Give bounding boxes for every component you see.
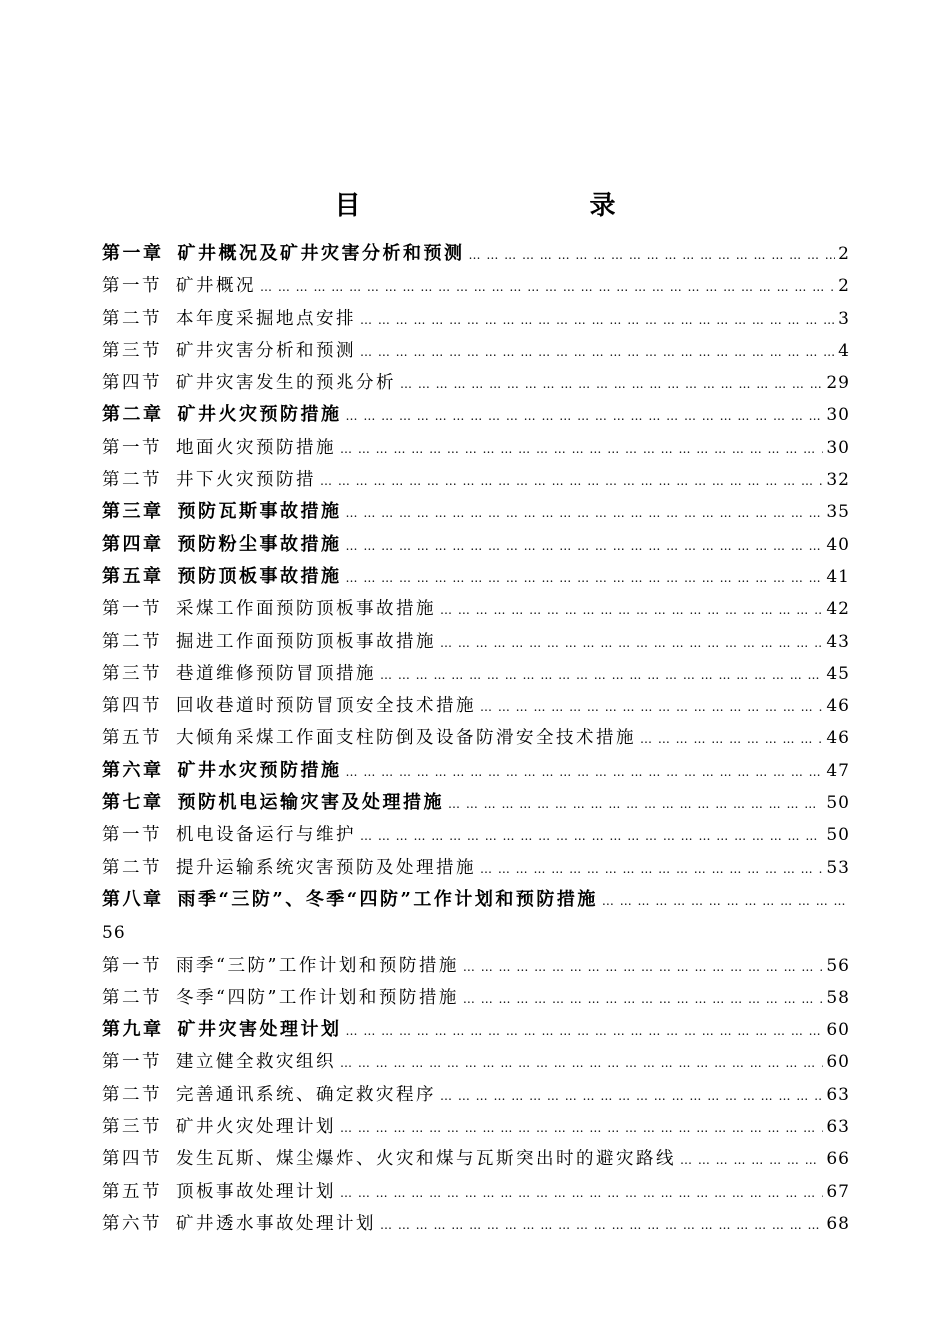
entry-number: 第三节 [102,663,162,684]
entry-page-number: 67 [826,1181,850,1202]
entry-page-number: 4 [838,340,850,361]
dot-leader [480,691,823,723]
entry-page-number: 29 [826,373,850,394]
dot-leader [340,433,823,465]
dot-leader [360,820,823,852]
dot-leader [320,465,823,497]
entry-title: 大倾角采煤工作面支柱防倒及设备防滑安全技术措施 [176,728,636,749]
entry-page-number: 58 [826,987,850,1008]
toc-chapter-entry[interactable] [102,529,850,561]
entry-number: 第六章 [102,759,164,781]
entry-title: 提升运输系统灾害预防及处理措施 [176,857,476,878]
entry-title: 机电设备运行与维护 [176,825,356,846]
entry-title: 地面火灾预防措施 [176,437,336,458]
entry-title: 预防粉尘事故措施 [177,533,342,555]
dot-leader [346,530,824,562]
entry-page-number: 60 [826,1052,850,1073]
entry-page-number: 63 [826,1084,850,1105]
entry-page-number: 32 [826,470,850,491]
entry-number: 第一节 [102,955,162,976]
entry-page-number: 43 [826,631,850,652]
entry-page-number: 50 [826,793,850,814]
toc-section-entry[interactable] [102,270,850,302]
entry-number: 第四章 [102,533,164,555]
entry-number: 第五节 [102,1181,162,1202]
entry-title: 回收巷道时预防冒顶安全技术措施 [176,696,476,717]
dot-leader [346,756,824,788]
entry-title: 预防机电运输灾害及处理措施 [177,792,444,814]
entry-page-number: 66 [826,1149,850,1170]
entry-number: 第六节 [102,1213,162,1234]
entry-page-number: 46 [826,696,850,717]
entry-page-number: 60 [826,1020,850,1041]
dot-leader [463,951,823,983]
dot-leader [400,368,823,400]
entry-number: 第八章 [102,888,164,910]
entry-page-number: 35 [826,502,850,523]
entry-title: 矿井火灾处理计划 [176,1117,336,1138]
entry-number: 第四节 [102,1149,162,1170]
entry-number: 第七章 [102,792,164,814]
toc-chapter-entry[interactable] [102,496,850,528]
entry-title: 预防瓦斯事故措施 [177,501,342,523]
dot-leader [346,1015,824,1047]
dot-leader [440,594,823,626]
dot-leader [360,304,835,336]
entry-page-number: 30 [826,405,850,426]
entry-page-number: 47 [826,760,850,781]
entry-page-number: 41 [826,566,850,587]
toc-section-entry[interactable] [102,593,850,625]
dot-leader [346,400,824,432]
toc-chapter-entry[interactable] [102,561,850,593]
toc-section-entry[interactable] [102,950,850,982]
dot-leader [440,1080,823,1112]
dot-leader [602,885,847,917]
entry-number: 第二节 [102,1084,162,1105]
entry-title: 预防顶板事故措施 [177,565,342,587]
toc-chapter-entry[interactable] [102,1014,850,1046]
entry-title: 矿井概况及矿井灾害分析和预测 [177,243,465,264]
entry-number: 第二节 [102,987,162,1008]
dot-leader [440,627,823,659]
dot-leader [346,562,824,594]
toc-section-entry[interactable] [102,1111,850,1143]
toc-chapter-entry[interactable] [102,399,850,431]
toc-section-entry[interactable] [102,982,850,1014]
toc-section-entry[interactable] [102,303,850,335]
entry-number: 第二章 [102,404,164,426]
dot-leader [340,1047,823,1079]
entry-title: 发生瓦斯、煤尘爆炸、火灾和煤与瓦斯突出时的避灾路线 [176,1149,676,1170]
dot-leader [380,1209,823,1241]
entry-title: 矿井水灾预防措施 [177,759,342,781]
entry-title: 矿井灾害发生的预兆分析 [176,373,396,394]
toc-chapter-entry[interactable] [102,238,850,270]
entry-title: 井下火灾预防措 [176,470,316,491]
toc-chapter-entry[interactable] [102,884,850,950]
dot-leader [680,1144,823,1176]
entry-number: 第二节 [102,308,162,329]
entry-number: 第一节 [102,437,162,458]
entry-page-number: 46 [826,728,850,749]
entry-number: 第二节 [102,631,162,652]
dot-leader [360,336,835,368]
entry-page-number: 3 [838,308,850,329]
entry-page-number: 42 [826,599,850,620]
entry-page-number: 56 [102,923,126,944]
entry-page-number: 56 [826,955,850,976]
entry-number: 第五章 [102,565,164,587]
toc-section-entry[interactable] [102,722,850,754]
entry-page-number: 45 [826,663,850,684]
toc-title: 目 录 [334,191,726,221]
entry-number: 第四节 [102,373,162,394]
entry-page-number: 68 [826,1213,850,1234]
dot-leader [346,497,824,529]
entry-title: 雨季“三防”、冬季“四防”工作计划和预防措施 [177,888,598,910]
toc-section-entry[interactable] [102,1176,850,1208]
toc-section-entry[interactable] [102,1079,850,1111]
entry-number: 第三章 [102,501,164,523]
toc-chapter-entry[interactable] [102,787,850,819]
dot-leader [340,1112,823,1144]
toc-section-entry[interactable] [102,626,850,658]
entry-title: 矿井灾害分析和预测 [176,340,356,361]
entry-number: 第二节 [102,857,162,878]
toc-section-entry[interactable] [102,335,850,367]
entry-title: 顶板事故处理计划 [176,1181,336,1202]
entry-number: 第三节 [102,340,162,361]
dot-leader [463,983,823,1015]
entry-number: 第二节 [102,470,162,491]
entry-title: 巷道维修预防冒顶措施 [176,663,376,684]
entry-title: 雨季“三防”工作计划和预防措施 [176,955,459,976]
dot-leader [480,853,823,885]
entry-number: 第四节 [102,696,162,717]
toc-section-entry[interactable] [102,432,850,464]
entry-page-number: 50 [826,825,850,846]
entry-number: 第一节 [102,599,162,620]
entry-title: 矿井透水事故处理计划 [176,1213,376,1234]
entry-title: 采煤工作面预防顶板事故措施 [176,599,436,620]
dot-leader [380,659,823,691]
entry-title: 建立健全救灾组织 [176,1052,336,1073]
entry-title: 完善通讯系统、确定救灾程序 [176,1084,436,1105]
entry-number: 第三节 [102,1117,162,1138]
dot-leader [340,1177,823,1209]
entry-page-number: 2 [838,276,850,297]
entry-number: 第一章 [102,243,164,264]
entry-title: 本年度采掘地点安排 [176,308,356,329]
entry-page-number: 30 [826,437,850,458]
toc-list [102,238,850,1240]
toc-section-entry[interactable] [102,658,850,690]
toc-section-entry[interactable] [102,367,850,399]
entry-title: 冬季“四防”工作计划和预防措施 [176,987,459,1008]
toc-section-entry[interactable] [102,852,850,884]
toc-section-entry[interactable] [102,690,850,722]
toc-section-entry[interactable] [102,1143,850,1175]
entry-page-number: 40 [826,534,850,555]
toc-chapter-entry[interactable] [102,755,850,787]
entry-page-number: 53 [826,857,850,878]
entry-number: 第一节 [102,825,162,846]
dot-leader [640,723,823,755]
toc-section-entry[interactable] [102,1046,850,1078]
dot-leader [448,788,823,820]
entry-title: 矿井概况 [176,276,256,297]
entry-number: 第九章 [102,1019,164,1041]
dot-leader [469,239,836,271]
toc-section-entry[interactable] [102,819,850,851]
dot-leader [260,271,835,303]
entry-title: 矿井火灾预防措施 [177,404,342,426]
entry-page-number: 2 [838,244,850,264]
entry-number: 第一节 [102,276,162,297]
entry-number: 第五节 [102,728,162,749]
toc-section-entry[interactable] [102,464,850,496]
entry-page-number: 63 [826,1117,850,1138]
toc-section-entry[interactable] [102,1208,850,1240]
entry-title: 掘进工作面预防顶板事故措施 [176,631,436,652]
entry-number: 第一节 [102,1052,162,1073]
entry-title: 矿井灾害处理计划 [177,1019,342,1041]
